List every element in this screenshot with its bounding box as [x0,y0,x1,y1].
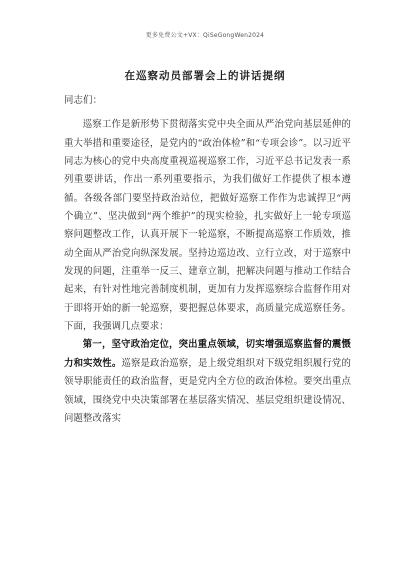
section-1-text: 巡察是政治巡察，是上级党组织对下级党组织履行党的领导职能责任的政治监督，更是党内全方位的政治体检。要突出重点领域，围绕党中央决策部署在基层落实情况、基层党组织建设情况、问题整改落实 [64,357,351,424]
document-body [64,92,351,428]
paragraph-section-1 [64,336,351,428]
salutation: 同志们： [64,95,103,106]
section-1-heading: 第一，坚守政治定位，突出重点领域，切实增强巡察监督的震慑力和实效性。 [64,339,351,369]
paragraph-intro: 巡察工作是新形势下贯彻落实党中央全面从严治党向基层延伸的重大举措和重要途径，是党内的“政治体检”和“专项会诊”。以习近平同志为核心的党中央高度重视巡视巡察工作，习近平总书记发表一系列重要讲话，作出一系列重要指示，为我们做好工作提供了根本遵循。各级各部门要坚持政治站位，把做好巡察工作作为忠诚捍卫“两个确立”、坚决做到“两个维护”的现实检验，扎实做好上一轮专项巡察问题整改工作，认真开展下一轮巡察，不断提高巡察工作质效，推动全面从严治党向纵深发展。坚持边巡边改、立行立改，对于巡察中发现的问题，注重举一反三、建章立制，把解决问题与推动工作结合起来，有针对性地完善制度机制，更加有力发挥巡察综合监督作用对于即将开始的新一轮巡察，要把握总体要求，高质量完成巡察任务。下面，我强调几点要求： [64,119,351,333]
header-watermark: 更多免费公文+VX：QiSeGongWen2024 [145,32,265,39]
document-title: 在巡察动员部署会上的讲话提纲 [124,70,286,82]
